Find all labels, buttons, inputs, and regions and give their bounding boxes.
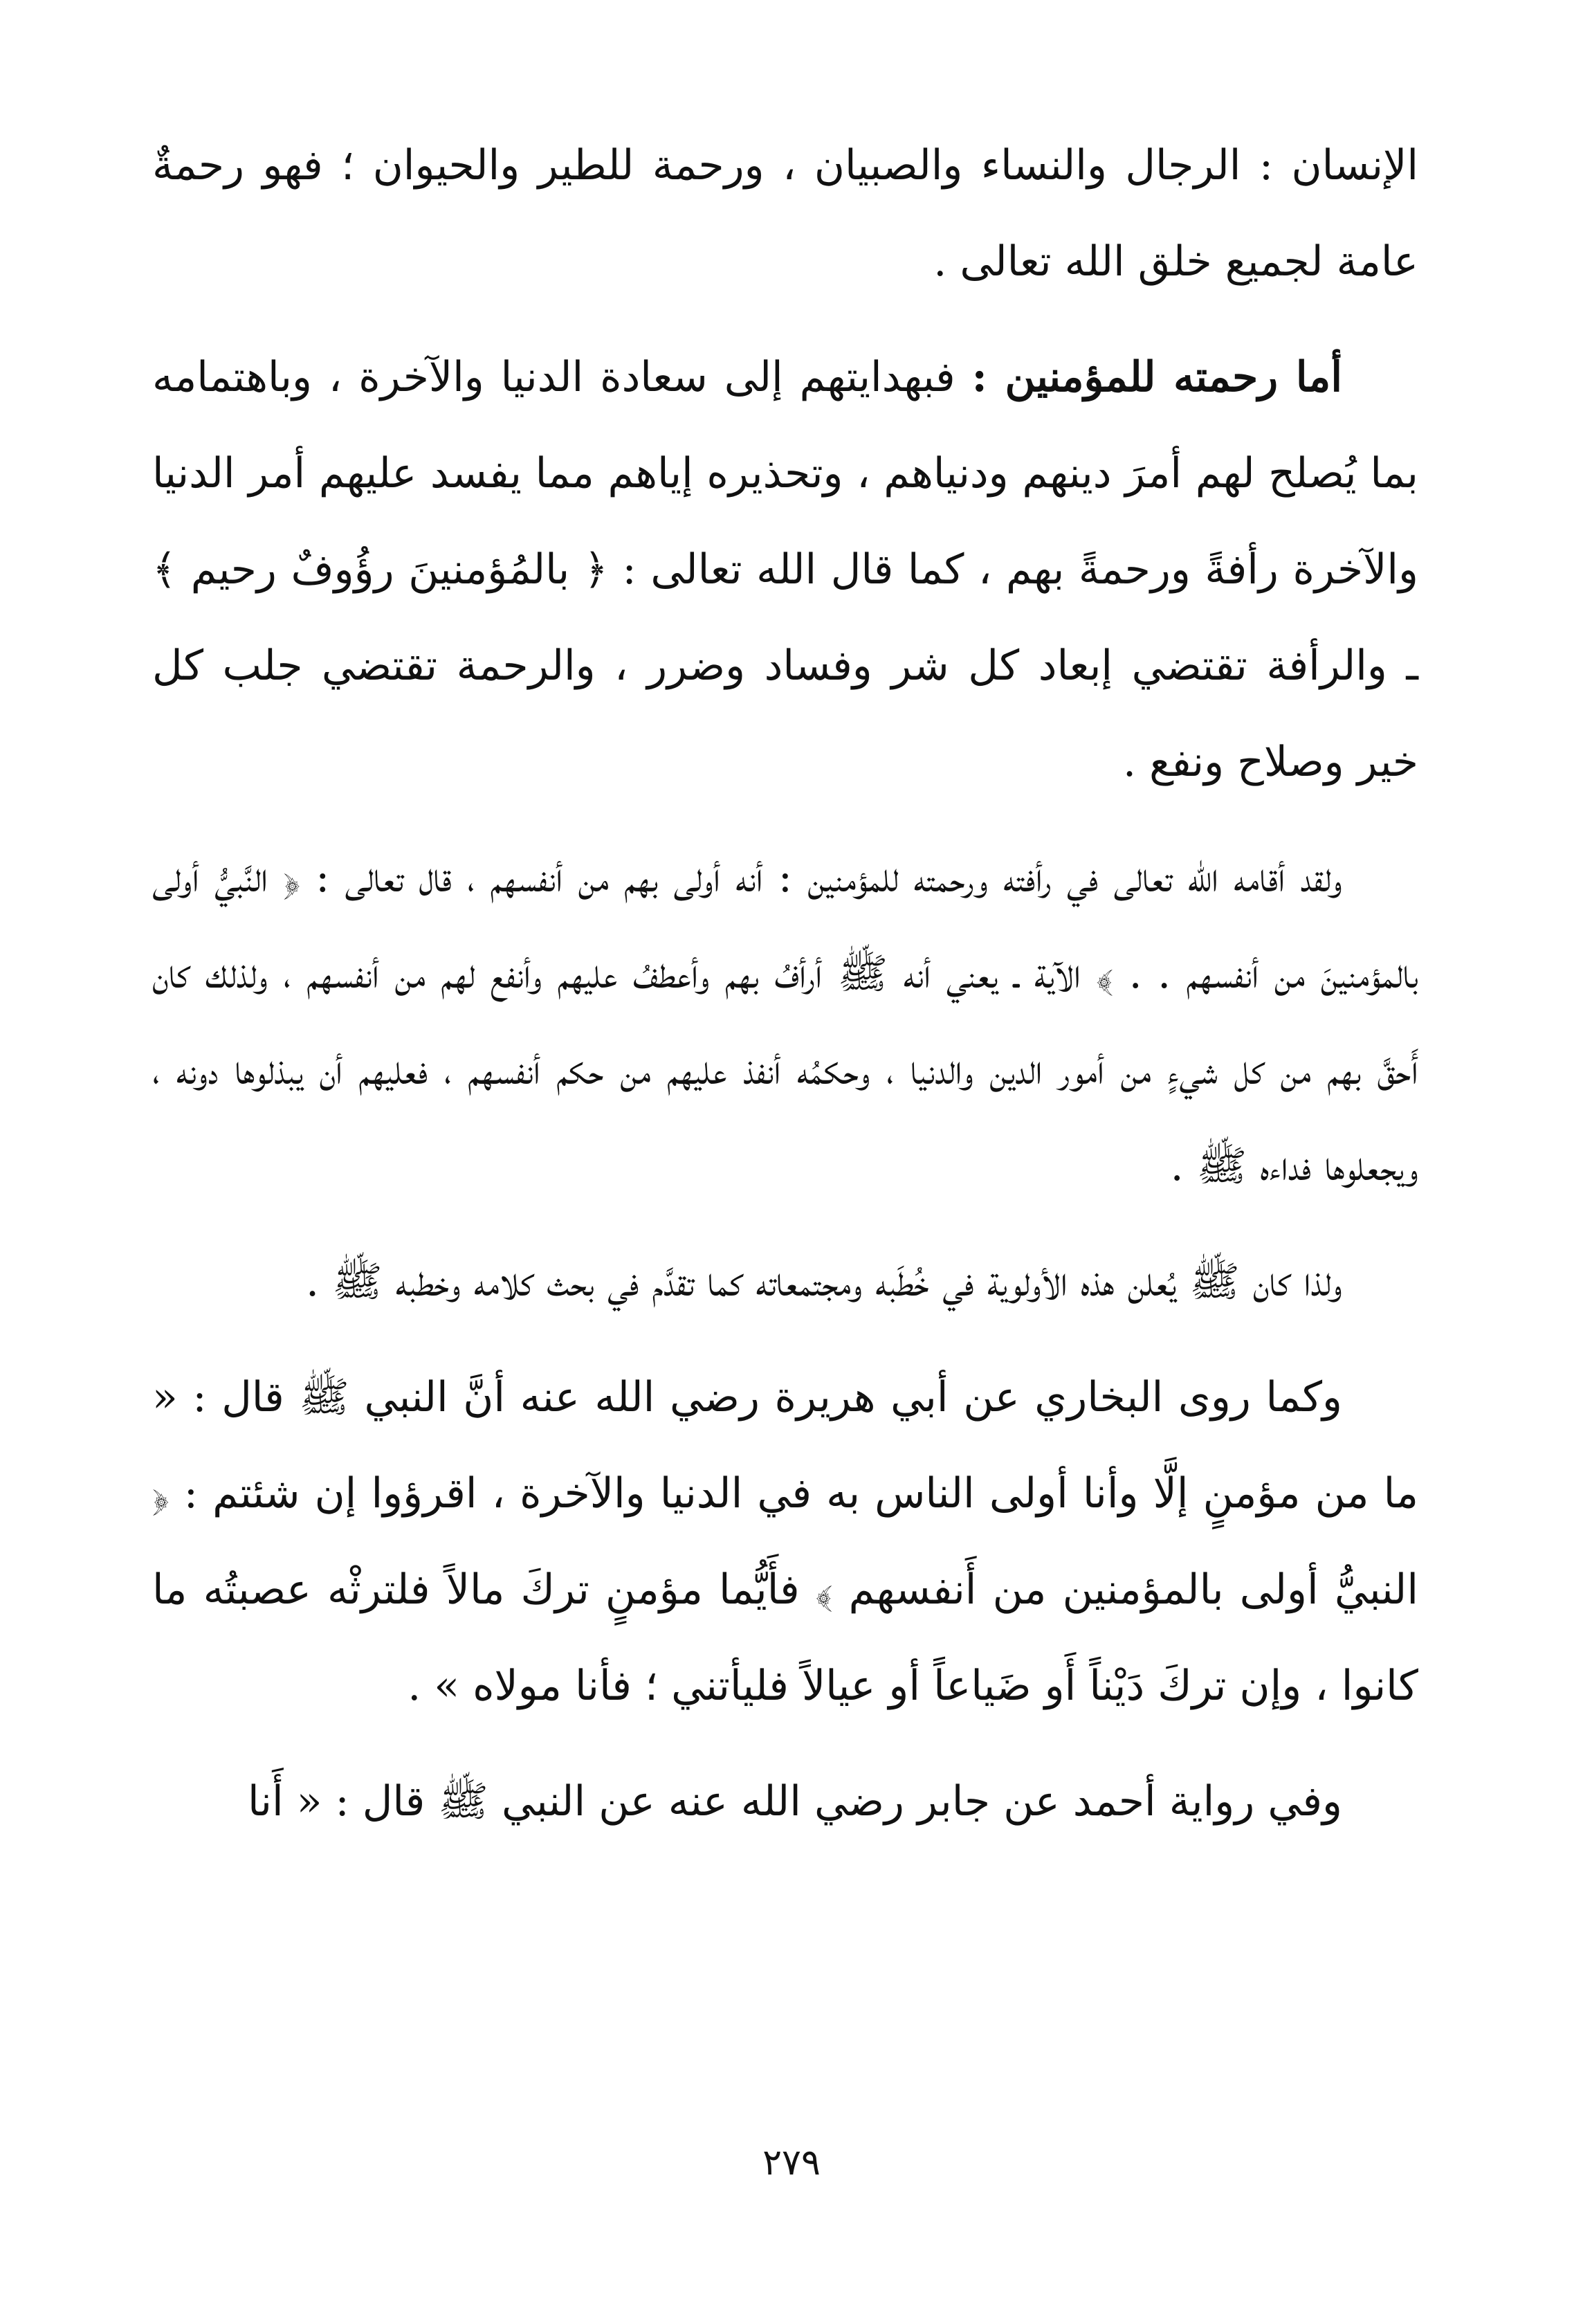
paragraph-6 xyxy=(152,1754,1418,1850)
paragraph-1-text: الإنسان : الرجال والنساء والصبيان ، ورحمة للطير والحيوان ؛ فهو رحمةٌ عامة لجميع خلق الله تعالى . xyxy=(152,141,1418,286)
paragraph-4 xyxy=(152,1234,1418,1330)
paragraph-2-text: فبهدايتهم إلى سعادة الدنيا والآخرة ، وباهتمامه بما يُصلح لهم أمرَ دينهم ودنياهم ، وتحذيره إياهم مما يفسد عليهم أمر الدنيا والآخرة رأفةً ورحمةً بهم ، كما قال الله تعالى : ﴿ بالمُؤمنينَ رؤُوفٌ رحيم ﴾ ـ والرأفة تقتضي إبعاد كل شر وفساد وضرر ، والرحمة تقتضي جلب كل خير وصلاح ونفع . xyxy=(152,353,1418,786)
paragraph-3-text: ولقد أقامه الله تعالى في رأفته ورحمته للمؤمنين : أنه أولى بهم من أنفسهم ، قال تعالى : ﴿ النَّبيُّ أولى بالمؤمنينَ من أنفسهم . . ﴾ الآية ـ يعني أنه ﷺ أرأفُ بهم وأعطفُ عليهم وأنفع لهم من أنفسهم ، ولذلك كان أَحقَّ بهم من كل شيءٍ من أمور الدين والدنيا ، وحكمُه أنفذ عليهم من حكم أنفسهم ، فعليهم أن يبذلوها دونه ، ويجعلوها فداءه ﷺ . xyxy=(152,853,1418,1190)
paragraph-4-text: ولذا كان ﷺ يُعلن هذه الأولوية في خُطَبه ومجتمعاته كما تقدَّم في بحث كلامه وخطبه ﷺ . xyxy=(306,1258,1342,1306)
page-body xyxy=(152,118,1418,2208)
paragraph-1 xyxy=(152,118,1418,310)
page-number: ٢٧٩ xyxy=(762,2142,821,2184)
paragraph-6-text: وفي رواية أحمد عن جابر رضي الله عنه عن النبي ﷺ قال : « أَنا xyxy=(247,1777,1342,1826)
paragraph-5-text: وكما روى البخاري عن أبي هريرة رضي الله عنه أنَّ النبي ﷺ قال : « ما من مؤمنٍ إلَّا وأنا أولى الناس به في الدنيا والآخرة ، اقرؤوا إن شئتم : ﴿ النبيُّ أولى بالمؤمنين من أَنفسهم ﴾ فأَيُّما مؤمنٍ تركَ مالاً فلترثْه عصبتُه ما كانوا ، وإن تركَ دَيْناً أَو ضَياعاً أو عيالاً فليأتني ؛ فأنا مولاه » . xyxy=(152,1373,1418,1710)
paragraph-3 xyxy=(152,830,1418,1215)
paragraph-2 xyxy=(152,329,1418,810)
paragraph-2-lead: أما رحمته للمؤمنين : xyxy=(971,353,1342,401)
paragraph-5 xyxy=(152,1350,1418,1734)
